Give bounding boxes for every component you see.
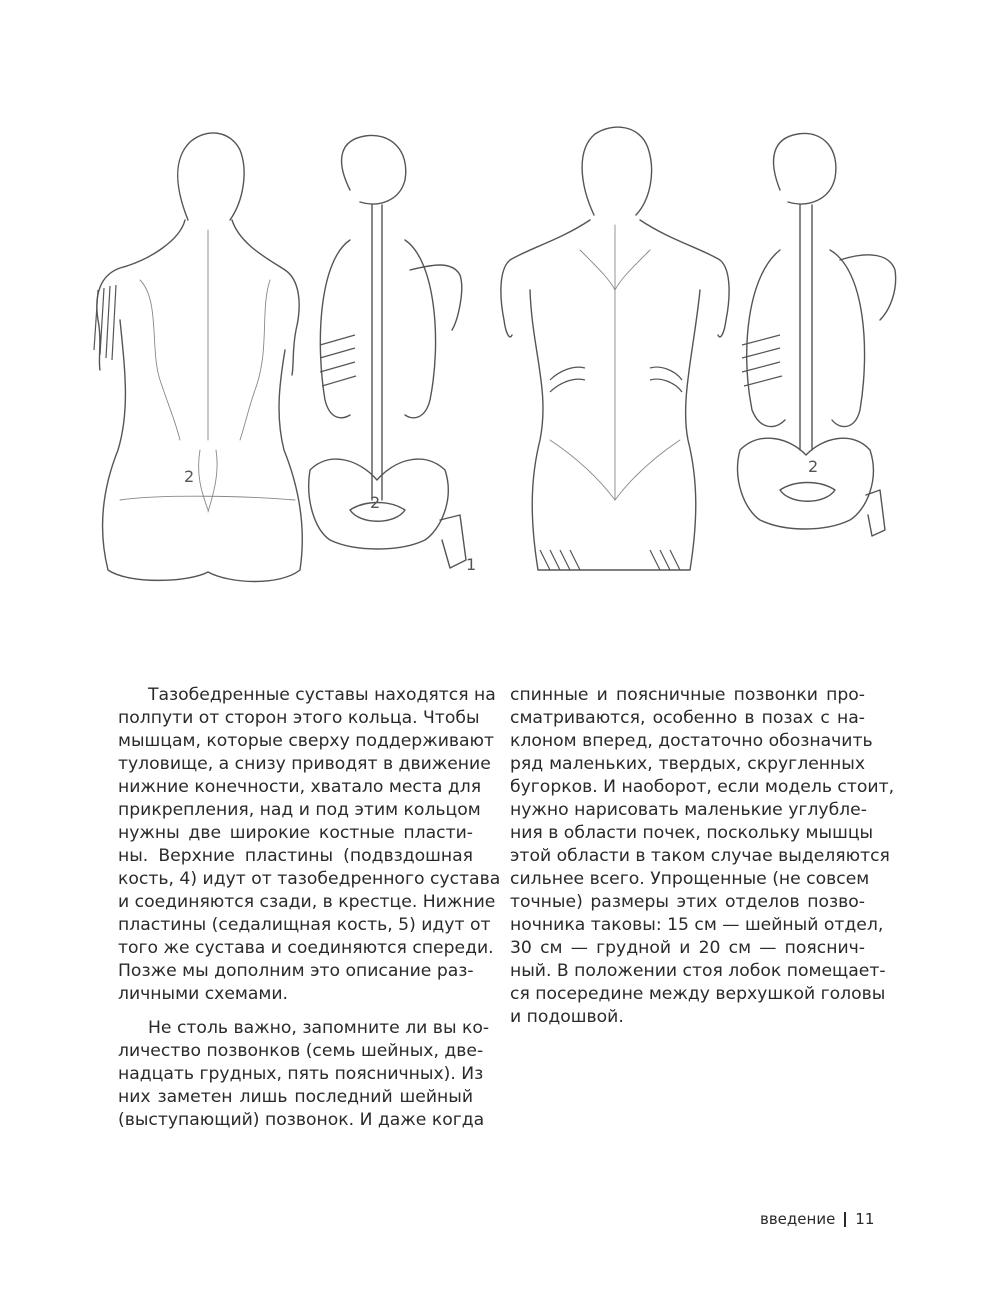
sketch-skeleton-back-2	[738, 133, 896, 536]
text-line: Не столь важно, запомните ли вы ко-	[148, 1018, 490, 1038]
text-column-left	[118, 684, 501, 1132]
fig1-label: 2	[184, 467, 195, 486]
fig4-label: 2	[808, 457, 819, 476]
text-line: точные) размеры этих отделов позво-	[510, 892, 865, 912]
text-line: этой области в таком случае выделяются	[510, 846, 890, 866]
text-line: нужны две широкие костные пласти-	[118, 823, 473, 843]
text-line: того же сустава и соединяются спереди.	[118, 938, 494, 958]
text-line: нижние конечности, хватало места для	[118, 777, 482, 797]
text-line: личество позвонков (семь шейных, две-	[118, 1041, 484, 1061]
text-line: 30 см — грудной и 20 см — пояснич-	[510, 938, 865, 958]
text-line: ся посередине между верхушкой головы	[510, 984, 886, 1004]
text-line: них заметен лишь последний шейный	[118, 1087, 473, 1107]
sketch-female-back	[94, 133, 302, 582]
text-line: полпути от сторон этого кольца. Чтобы	[118, 708, 480, 728]
text-line: прикрепления, над и под этим кольцом	[118, 800, 481, 820]
text-line: надцать грудных, пять поясничных). Из	[118, 1064, 484, 1084]
text-line: Тазобедренные суставы находятся на	[148, 685, 496, 705]
text-line: спинные и поясничные позвонки про-	[510, 685, 865, 705]
text-line: личными схемами.	[118, 984, 289, 1004]
section-name: введение	[760, 1210, 836, 1228]
text-line: сматриваются, особенно в позах с на-	[510, 708, 865, 728]
text-line: и подошвой.	[510, 1007, 624, 1027]
fig2-label: 2	[370, 493, 381, 512]
anatomy-sketches	[80, 120, 920, 620]
text-line: сильнее всего. Упрощенные (не совсем	[510, 869, 870, 889]
paragraph-2-continued	[510, 684, 895, 1029]
sketch-skeleton-back-1	[309, 135, 476, 574]
text-line: мышцам, которые сверху поддерживают	[118, 731, 495, 751]
text-line: (выступающий) позвонок. И даже когда	[118, 1110, 485, 1130]
page-footer	[760, 1210, 874, 1228]
paragraph-2	[118, 1017, 490, 1132]
text-line: и соединяются сзади, в крестце. Нижние	[118, 892, 496, 912]
text-line: ния в области почек, поскольку мышцы	[510, 823, 874, 843]
text-line: нужно нарисовать маленькие углубле-	[510, 800, 867, 820]
text-line: ный. В положении стоя лобок помещает-	[510, 961, 886, 981]
text-line: туловище, а снизу приводят в движение	[118, 754, 491, 774]
footer-separator	[844, 1212, 846, 1227]
text-line: бугорков. И наоборот, если модель стоит,	[510, 777, 895, 797]
paragraph-1	[118, 684, 501, 1006]
text-line: Позже мы дополним это описание раз-	[118, 961, 474, 981]
sketch-male-back	[501, 127, 729, 570]
text-line: кость, 4) идут от тазобедренного сустава	[118, 869, 501, 889]
text-column-right	[510, 684, 895, 1029]
text-line: ны. Верхние пластины (подвздошная	[118, 846, 473, 866]
text-line: ряд маленьких, твердых, скругленных	[510, 754, 865, 774]
text-line: ночника таковы: 15 см — шейный отдел,	[510, 915, 884, 935]
page-number: 11	[855, 1210, 875, 1228]
text-line: клоном вперед, достаточно обозначить	[510, 731, 873, 751]
fig2-index: 1	[466, 555, 477, 574]
text-line: пластины (седалищная кость, 5) идут от	[118, 915, 491, 935]
